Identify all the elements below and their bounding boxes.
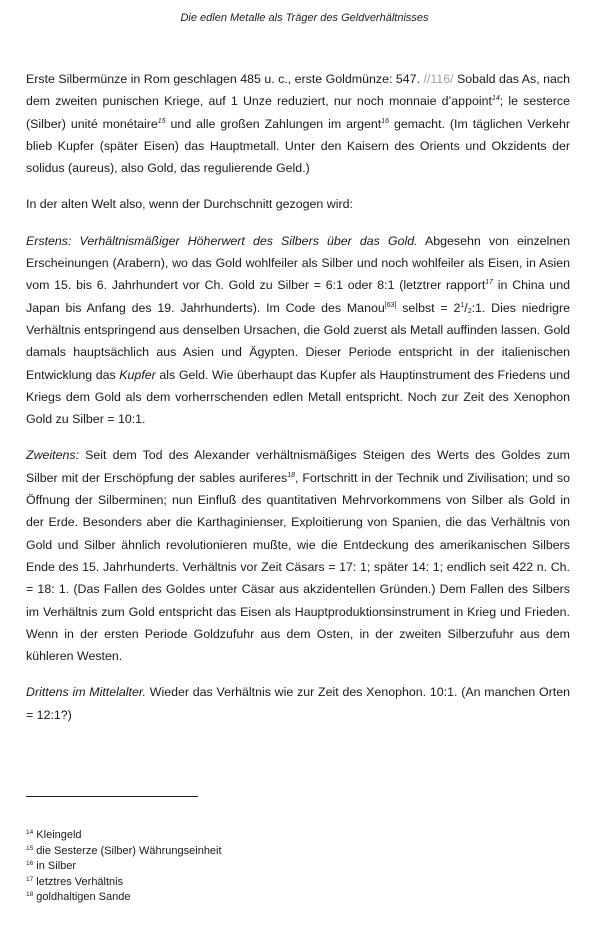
- section-lead-erstens: Erstens: Verhältnismäßiger Höherwert des Silbers über das Gold.: [26, 233, 418, 248]
- footnote-17: $^{17}$ letztres Verhältnis: [26, 875, 124, 888]
- fraction-denominator: 2: [467, 307, 472, 315]
- fraction-slash: /: [464, 300, 468, 315]
- paragraph-5: Drittens im Mittelalter. Wieder das Verhältnis wie zur Zeit des Xenophon. 10:1. (An manchen Orten = 12:1?): [26, 685, 570, 722]
- footnote-ref-17[interactable]: 17: [485, 279, 494, 287]
- footnote-ref-16[interactable]: 16: [381, 117, 390, 125]
- footnote-ref-15[interactable]: 15: [157, 117, 166, 125]
- section-lead-zweitens: Zweitens:: [26, 448, 80, 463]
- paragraph-2: In der alten Welt also, wenn der Durchschnitt gezogen wird:: [26, 197, 353, 212]
- footnote-18: $^{18}$ goldhaltigen Sande: [26, 891, 131, 903]
- main-text: [26, 68, 570, 740]
- editorial-ref-63[interactable]: [63]: [384, 301, 397, 309]
- section-lead-drittens: Drittens im Mittelalter.: [26, 685, 146, 700]
- paragraph-4: Zweitens: Seit dem Tod des Alexander verhältnismäßiges Steigen des Werts des Goldes zum Silber mit der Erschöpfung der sables auriferes$^{18}$, Fortschritt in der Technik und Zivilisation; und so Öffnung der Silberminen; nun Einfluß des quantitativen Mehrvorkommens von Silber als Gold in der Erde. Besonders aber die Karthaginienser, Exploitierung von Spanien, die das Verhältnis von Gold und Silber ähnlich revolutionieren mußte, wie die Entdeckung des amerikanischen Silbers Ende des 15. Jahrhunderts. Verhältnis vor Zeit Cäsars = 17: 1; später 14: 1; endlich seit 422 n. Ch. = 18: 1. (Das Fallen des Goldes unter Cäsar aus akzidentellen Gründen.) Dem Fallen des Silbers im Verhältnis zum Gold entspricht das Eisen als Hauptproduktionsinstrument in Krieg und Frieden. Wenn in der ersten Periode Goldzufuhr aus dem Osten, in der zweiten Silberzufuhr aus dem kühleren Westen.: [26, 448, 570, 664]
- paragraph-1: Erste Silbermünze in Rom geschlagen 485 u. c., erste Goldmünze: 547. //116/ Sobald das As, nach dem zweiten punischen Kriege, auf 1 Unze reduziert, nur noch monnaie d’appoint$^{14}$; le sesterce (Silber) unité monétaire$^{15}$ und alle großen Zahlungen im argent$^{16}$ gemacht. (Im täglichen Verkehr blieb Kupfer (später Eisen) das Hauptmetall. Unter den Kaisern des Orients und Okzidents der solidus (aureus), also Gold, das regulierende Geld.): [26, 72, 570, 176]
- footnote-15: $^{15}$ die Sesterze (Silber) Währungseinheit: [26, 844, 222, 857]
- footnote-ref-14[interactable]: 14: [491, 95, 500, 103]
- footnote-ref-18[interactable]: 18: [287, 471, 295, 479]
- footnote-divider: [26, 796, 198, 797]
- paragraph-3: Erstens: Verhältnismäßiger Höherwert des Silbers über das Gold. Abgesehn von einzelnen Erscheinungen (Arabern), wo das Gold wohlfeiler als Silber und noch wohlfeiler als Eisen, in Asien vom 15. bis 6. Jahrhundert vor Ch. Gold zu Silber = 6:1 oder 8:1 (letztrer rapport$^{17}$ in China und Japan bis Anfang des 19. Jahrhunderts). Im Code des Manou[63] selbst = $2^1/_2:1$. Dies niedrigre Verhältnis entspringend aus denselben Ursachen, die Gold zuerst als Metall auffinden lassen. Gold damals hauptsächlich aus Asien und Ägypten. Dieser Periode entspricht in der italienischen Entwicklung das Kupfer als Geld. Wie überhaupt das Kupfer als Hauptinstrument des Friedens und Kriegs dem Gold als dem vorherrschenden edlen Metall entspricht. Noch zur Zeit des Xenophon Gold zu Silber = 10:1.: [26, 233, 570, 427]
- footnote-16: $^{16}$ in Silber: [26, 860, 77, 872]
- emphasis-kupfer: Kupfer: [119, 367, 156, 382]
- footnotes: [26, 828, 566, 906]
- fraction-numerator: 1: [460, 301, 465, 309]
- page-marker: //116/: [423, 72, 454, 86]
- footnote-14: $^{14}$ Kleingeld: [26, 829, 82, 841]
- running-header: Die edlen Metalle als Träger des Geldverhältnisses: [180, 12, 429, 24]
